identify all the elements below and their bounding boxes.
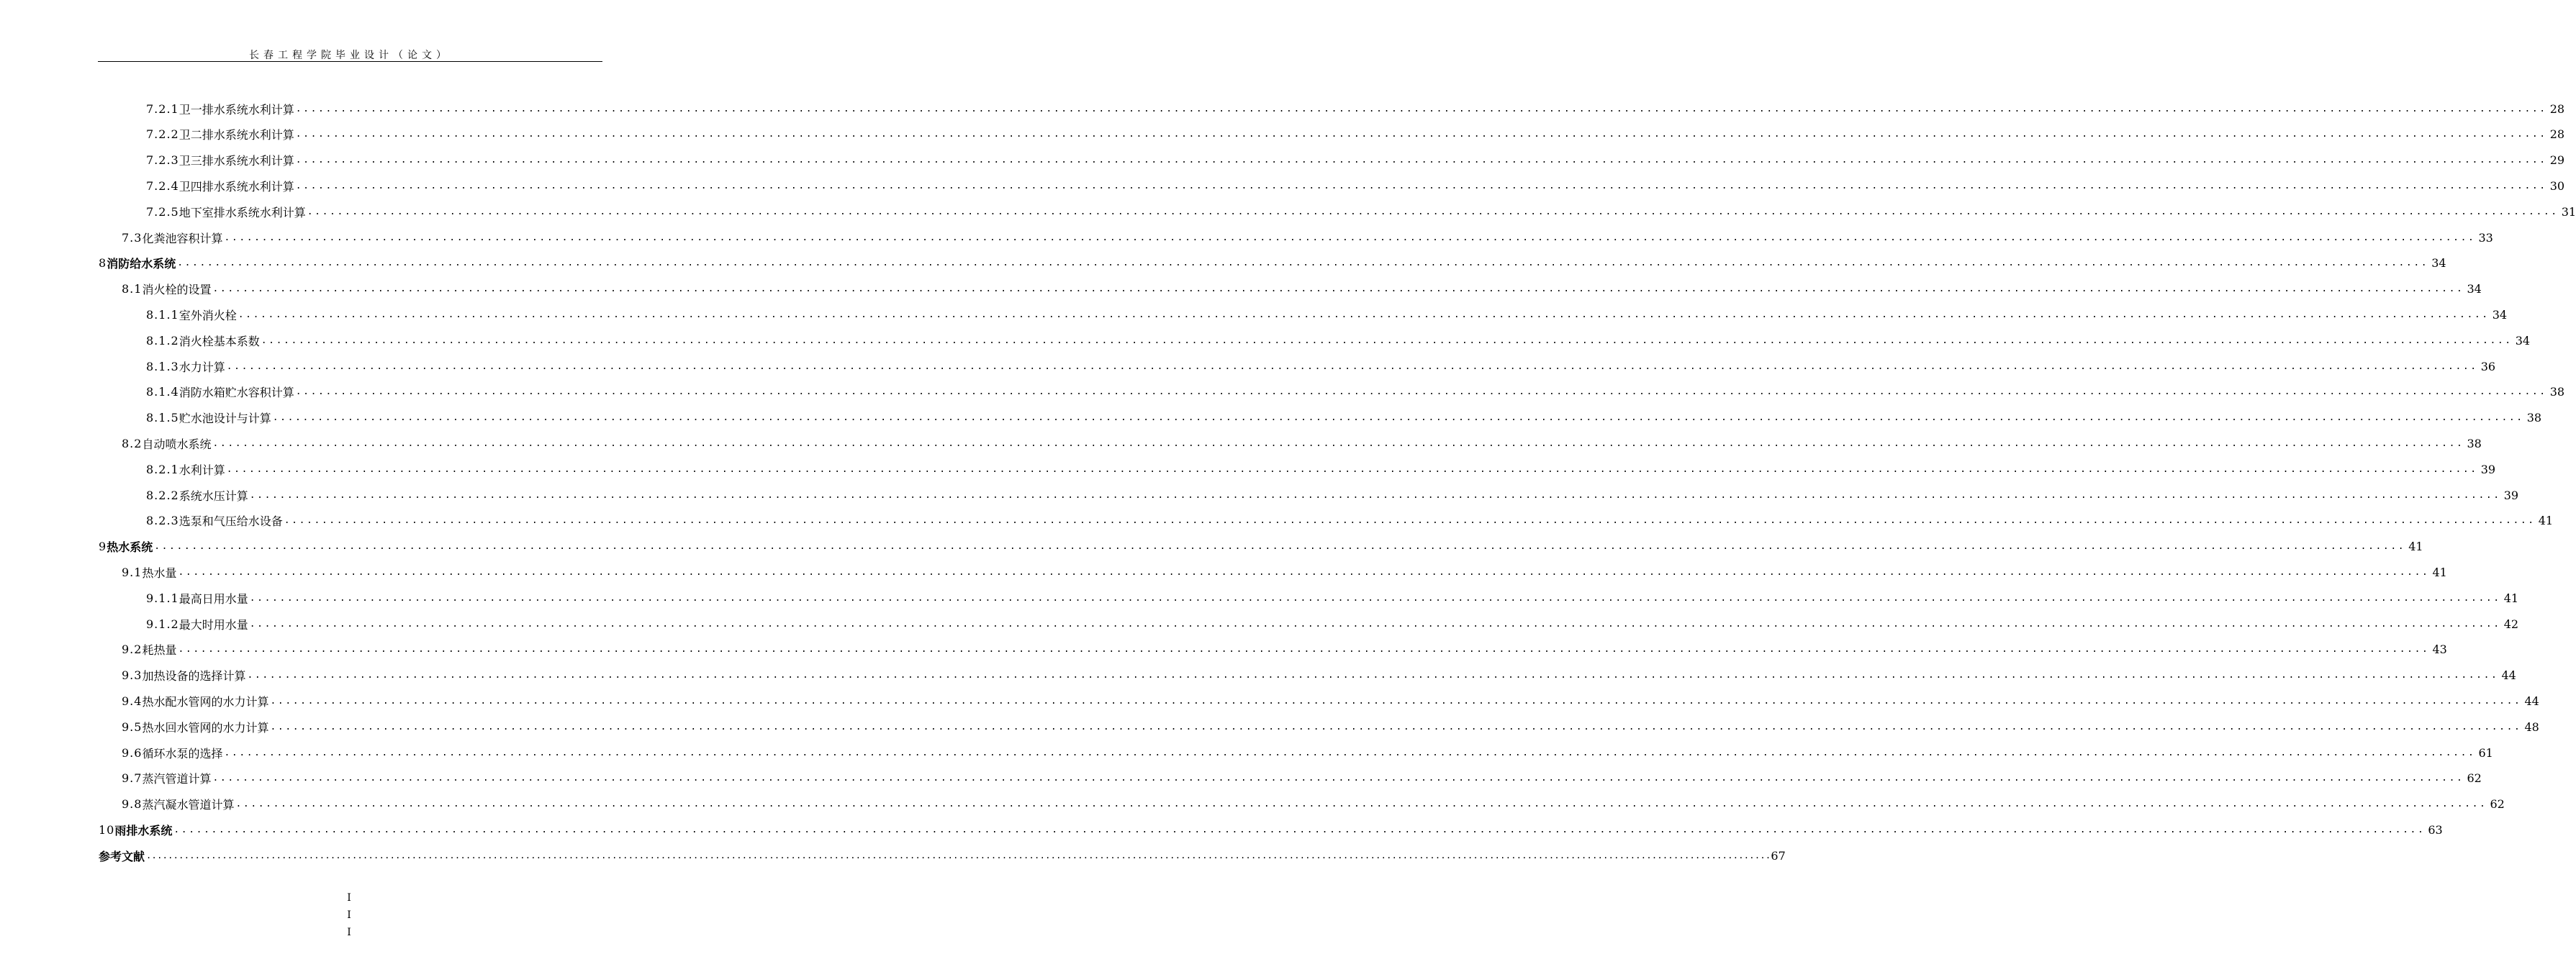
toc-entry-title: 最高日用水量 [178, 591, 248, 606]
toc-entry[interactable] [146, 508, 2554, 534]
toc-dot-leader: ............................................................................................................................................................................................................................................................................................................ [295, 180, 2547, 191]
toc-entry-title: 水利计算 [178, 463, 225, 477]
toc-entry-title: 消防给水系统 [107, 257, 176, 271]
toc-entry[interactable] [122, 740, 2493, 766]
page-number-line: I [347, 909, 351, 921]
toc-dot-leader: ............................................................................................................................................................................................................................................................................................................ [307, 206, 2559, 217]
toc-entry-title: 热水配水管网的水力计算 [142, 694, 269, 709]
toc-entry[interactable] [99, 817, 2443, 843]
toc-entry-title: 蒸汽管道计算 [142, 772, 212, 786]
toc-entry-title: 室外消火栓 [178, 308, 237, 322]
toc-dot-leader: ............................................................................................................................................................................................................................................................................................................ [270, 695, 2522, 707]
toc-entry[interactable] [146, 96, 2565, 122]
toc-dot-leader: ............................................................................................................................................................................................................................................................................................................ [261, 335, 2513, 346]
toc-entry-number: 8.2 [122, 436, 143, 450]
toc-entry[interactable] [122, 224, 2493, 250]
toc-entry-title: 蒸汽凝水管道计算 [142, 798, 235, 812]
toc-entry-number: 9.2 [122, 643, 143, 657]
toc-dot-leader: ............................................................................................................................................................................................................................................................................................................ [247, 670, 2499, 681]
toc-dot-leader: ............................................................................................................................................................................................................................................................................................................ [249, 618, 2501, 630]
toc-entry[interactable] [146, 611, 2519, 637]
toc-entry-page: 67 [1771, 848, 1786, 863]
toc-entry-page: 38 [2526, 411, 2542, 425]
page-header: 长春工程学院毕业设计（论文） [249, 50, 451, 61]
toc-entry-number: 8 [99, 256, 107, 271]
toc-entry-page: 63 [2428, 822, 2443, 837]
toc-entry-page: 29 [2549, 153, 2565, 168]
toc-entry-title: 地下室排水系统水利计算 [178, 205, 306, 219]
toc-dot-leader: ............................................................................................................................................................................................................................................................................................................ [295, 103, 2547, 114]
toc-dot-leader: ............................................................................................................................................................................................................................................................................................................ [173, 824, 2426, 835]
toc-dot-leader: ............................................................................................................................................................................................................................................................................................................ [226, 360, 2478, 372]
toc-dot-leader: ............................................................................................................................................................................................................................................................................................................ [295, 155, 2547, 166]
toc-entry-number: 7.2.4 [146, 178, 179, 193]
toc-entry-title: 卫三排水系统水利计算 [178, 154, 294, 168]
toc-entry-number: 10 [99, 822, 115, 837]
toc-dot-leader: ............................................................................................................................................................................................................................................................................................................ [178, 644, 2430, 655]
toc-entry-page: 38 [2549, 385, 2565, 399]
toc-entry[interactable] [122, 637, 2447, 663]
toc-dot-leader: ............................................................................................................................................................................................................................................................................................................ [226, 463, 2478, 475]
toc-entry-number: 7.2.1 [146, 101, 179, 116]
toc-entry[interactable] [146, 482, 2519, 508]
toc-entry-page: 41 [2432, 565, 2447, 579]
toc-entry-number: 9.8 [122, 797, 143, 812]
toc-dot-leader: ............................................................................................................................................................................................................................................................................................................ [249, 489, 2501, 501]
toc-dot-leader: ............................................................................................................................................................................................................................................................................................................ [177, 258, 2429, 269]
toc-entry-number: 9.1.2 [146, 617, 179, 631]
toc-entry-number: 9 [99, 540, 107, 554]
toc-entry-number: 8.1.1 [146, 307, 179, 322]
toc-entry-title: 卫四排水系统水利计算 [178, 179, 294, 194]
toc-entry-title: 自动喷水系统 [142, 437, 212, 451]
toc-entry-page: 34 [2431, 256, 2446, 271]
toc-entry[interactable] [146, 585, 2519, 611]
toc-entry[interactable] [146, 147, 2565, 173]
toc-entry-page: 39 [2480, 462, 2496, 476]
toc-entry-title: 热水量 [142, 566, 177, 580]
toc-entry-number: 8.1.4 [146, 385, 179, 399]
toc-entry-page: 38 [2467, 436, 2482, 450]
toc-entry-page: 61 [2478, 745, 2493, 760]
toc-entry-page: 34 [2467, 282, 2482, 296]
toc-entry-page: 30 [2549, 178, 2565, 193]
toc-entry-page: 39 [2503, 488, 2519, 502]
toc-entry[interactable] [122, 791, 2505, 817]
toc-entry-page: 28 [2549, 127, 2565, 142]
toc-entry[interactable] [146, 456, 2496, 482]
toc-entry-title: 卫二排水系统水利计算 [178, 128, 294, 142]
toc-entry-title: 消火栓基本系数 [178, 334, 260, 348]
toc-entry-number: 9.5 [122, 719, 143, 734]
toc-entry-number: 7.2.2 [146, 127, 179, 142]
toc-entry-title: 循环水泵的选择 [142, 746, 223, 761]
toc-entry-title: 雨排水系统 [114, 823, 173, 837]
toc-dot-leader: ............................................................................................................................................................................................................................................................................................................ [212, 773, 2464, 784]
toc-entry[interactable] [122, 276, 2482, 302]
toc-entry-title: 贮水池设计与计算 [178, 412, 271, 426]
toc-entry-page: 34 [2515, 333, 2531, 348]
toc-entry-number: 7.2.3 [146, 153, 179, 168]
toc-entry-page: 31 [2561, 204, 2576, 219]
toc-entry-number: 9.7 [122, 771, 143, 786]
toc-entry[interactable] [122, 430, 2482, 456]
toc-entry[interactable] [122, 714, 2539, 740]
toc-entry-page: 43 [2432, 643, 2447, 657]
toc-dot-leader: ............................................................................................................................................................................................................................................................................................................ [146, 850, 1771, 861]
toc-dot-leader: ............................................................................................................................................................................................................................................................................................................ [212, 283, 2464, 295]
toc-entry[interactable] [146, 379, 2565, 405]
toc-entry-number: 8.2.3 [146, 514, 179, 528]
toc-entry-page: 42 [2503, 617, 2519, 631]
toc-entry-number: 8.2.2 [146, 488, 179, 502]
toc-entry-title: 热水回水管网的水力计算 [142, 720, 269, 735]
page-number [342, 889, 356, 941]
toc-entry-number: 9.1.1 [146, 591, 179, 605]
toc-entry[interactable] [146, 405, 2542, 431]
toc-entry-page: 33 [2478, 230, 2493, 245]
toc-dot-leader: ............................................................................................................................................................................................................................................................................................................ [154, 541, 2406, 553]
toc-entry[interactable] [99, 250, 2446, 276]
toc-dot-leader: ............................................................................................................................................................................................................................................................................................................ [295, 386, 2547, 398]
toc-entry-number: 8.1 [122, 282, 143, 296]
toc-entry-title: 消火栓的设置 [142, 283, 212, 297]
toc-entry[interactable] [146, 327, 2531, 353]
toc-entry[interactable] [122, 688, 2539, 714]
toc-dot-leader: ............................................................................................................................................................................................................................................................................................................ [270, 721, 2522, 732]
toc-entry-page: 44 [2501, 668, 2516, 683]
toc-dot-leader: ............................................................................................................................................................................................................................................................................................................ [272, 412, 2524, 424]
toc-entry-number: 8.1.5 [146, 411, 179, 425]
toc-entry-title: 消防水箱贮水容积计算 [178, 386, 294, 400]
toc-entry-page: 34 [2492, 307, 2508, 322]
toc-entry-number: 7.2.5 [146, 204, 179, 219]
toc-entry-title: 化粪池容积计算 [142, 231, 223, 245]
toc-entry[interactable] [146, 353, 2496, 379]
toc-entry-title: 卫一排水系统水利计算 [178, 102, 294, 117]
toc-entry-title: 选泵和气压给水设备 [178, 514, 283, 529]
toc-entry-page: 48 [2524, 719, 2539, 734]
toc-entry-title: 系统水压计算 [178, 489, 248, 503]
toc-dot-leader: ............................................................................................................................................................................................................................................................................................................ [249, 592, 2501, 604]
toc-dot-leader: ............................................................................................................................................................................................................................................................................................................ [284, 515, 2536, 527]
toc-entry-title: 水力计算 [178, 360, 225, 374]
toc-entry[interactable] [146, 122, 2565, 147]
toc-entry-number: 8.2.1 [146, 462, 179, 476]
toc-dot-leader: ............................................................................................................................................................................................................................................................................................................ [295, 129, 2547, 140]
toc-entry-page: 41 [2538, 514, 2554, 528]
toc-entry-page: 62 [2490, 797, 2505, 812]
toc-entry-page: 28 [2549, 101, 2565, 116]
toc-entry-title: 热水系统 [107, 540, 153, 555]
toc-dot-leader: ............................................................................................................................................................................................................................................................................................................ [224, 232, 2476, 243]
toc-entry[interactable] [99, 843, 1786, 868]
toc-dot-leader: ............................................................................................................................................................................................................................................................................................................ [178, 566, 2430, 578]
toc-entry[interactable] [146, 301, 2508, 327]
toc-entry-page: 41 [2408, 540, 2423, 554]
toc-entry-page: 41 [2503, 591, 2519, 605]
toc-entry-number: 7.3 [122, 230, 143, 245]
toc-entry[interactable] [146, 199, 2576, 224]
toc-dot-leader: ............................................................................................................................................................................................................................................................................................................ [238, 309, 2490, 320]
toc-entry-page: 36 [2480, 359, 2496, 373]
toc-entry-title: 参考文献 [99, 849, 145, 863]
toc-entry-number: 9.6 [122, 745, 143, 760]
toc-entry-number: 9.4 [122, 694, 143, 708]
page-number-line: I [347, 927, 351, 938]
page-number-line: I [347, 892, 351, 904]
toc-entry[interactable] [122, 559, 2447, 585]
toc-entry[interactable] [99, 534, 2423, 560]
toc-entry-number: 9.1 [122, 565, 143, 579]
toc-entry-number: 9.3 [122, 668, 143, 683]
toc-entry[interactable] [122, 663, 2516, 689]
toc-entry-title: 最大时用水量 [178, 617, 248, 632]
toc-dot-leader: ............................................................................................................................................................................................................................................................................................................ [224, 747, 2476, 758]
toc-dot-leader: ............................................................................................................................................................................................................................................................................................................ [235, 799, 2487, 810]
toc-entry[interactable] [122, 766, 2482, 791]
toc-entry-title: 加热设备的选择计算 [142, 669, 246, 684]
toc-entry[interactable] [146, 173, 2565, 199]
header-rule [98, 61, 602, 62]
toc-entry-title: 耗热量 [142, 643, 177, 658]
toc-dot-leader: ............................................................................................................................................................................................................................................................................................................ [212, 437, 2464, 449]
toc-entry-number: 8.1.3 [146, 359, 179, 373]
toc-entry-number: 8.1.2 [146, 333, 179, 348]
toc-entry-page: 44 [2524, 694, 2539, 708]
toc-entry-page: 62 [2467, 771, 2482, 786]
